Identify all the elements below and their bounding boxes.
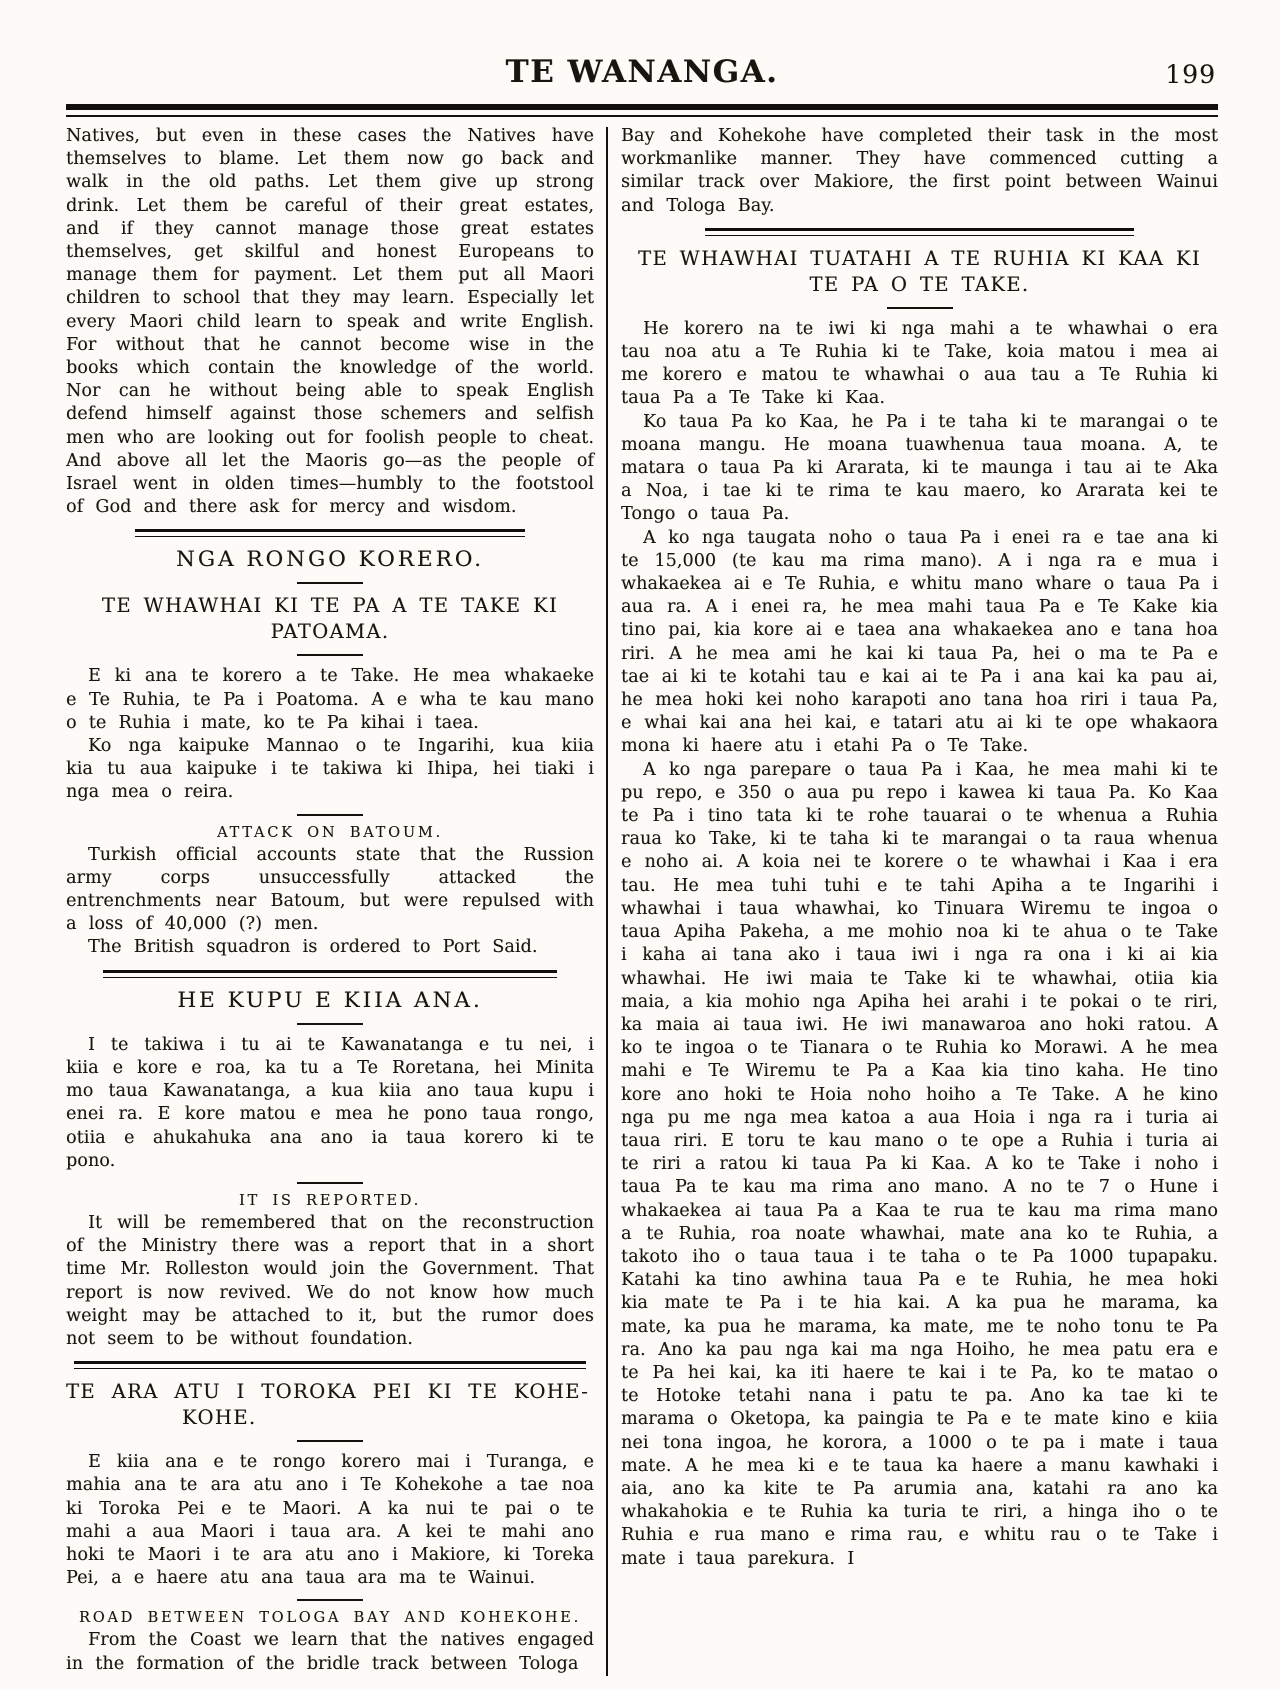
section-divider-short — [297, 814, 363, 816]
left-column — [66, 125, 594, 1676]
header-rule — [66, 104, 1218, 117]
paragraph-bay-and-kohekohe: Bay and Kohekohe have completed their task in the most workmanlike manner. They have commenced cutting a similar track over Makiore, the first point between Wainui and Tologa Bay. — [621, 126, 1218, 216]
heading-road-between-tologa: ROAD BETWEEN TOLOGA BAY AND KOHEKOHE. — [79, 1610, 581, 1627]
paragraph-natives: Natives, but even in these cases the Natives have themselves to blame. Let them now go back and walk in the old paths. Let them give up strong drink. Let them be careful of their great estates, and if they cannot manage those great estates themselves, get skilful and honest Europeans to manage them for payment. Let them put all Maori children to school that they may learn. Especially let every Maori child learn to speak and write English. For without that he cannot become wise in the books which contain the knowledge of the world. Nor can he without being able to speak English defend himself against those schemers and selfish men who are looking out for foolish people to cheat. And above all let the Maoris go—as the people of Israel went in olden times—humbly to the footstool of God and there ask for mercy and wisdom. — [66, 126, 594, 518]
section-divider-short — [297, 1440, 363, 1442]
section-divider-short — [297, 1182, 363, 1184]
section-divider-double — [705, 228, 1135, 236]
paragraph-e-ki-ana: E ki ana te korero a te Take. He mea whakaeke e Te Ruhia, te Pa i Poatoma. A e wha te kau mano o te Ruhia i mate, ko te Pa kihai i taea. — [66, 666, 594, 733]
heading-te-ara-atu: TE ARA ATU I TOROKA PEI KI TE KOHE-KOHE. — [66, 1380, 590, 1430]
page-number: 199 — [1165, 60, 1216, 89]
heading-te-whawhai-patoama: TE WHAWHAI KI TE PA A TE TAKE KI PATOAMA. — [101, 594, 559, 644]
section-divider-double — [103, 970, 557, 978]
page-columns — [66, 125, 1218, 1676]
paragraph-e-kiia-ana: E kiia ana e te rongo korero mai i Turanga, e mahia ana te ara atu ano i Te Kohekohe a tae noa ki Toroka Pei e te Maori. A ka nui te pai o te mahi a aua Maori i taua ara. A kei te mahi ano hoki te Maori i te ara atu ano i Makiore, ki Toreka Pei, a e haere atu ana taua ara ma te Wainui. — [66, 1452, 594, 1589]
paragraph-from-the-coast: From the Coast we learn that the natives engaged in the formation of the bridle track between Tologa — [66, 1630, 594, 1674]
paragraph-ko-nga-kaipuke: Ko nga kaipuke Mannao o te Ingarihi, kua kiia kia tu aua kaipuke i te takiwa ki Ihipa, hei tiaki i nga mea o reira. — [66, 736, 594, 803]
heading-te-whawhai-tuatahi: TE WHAWHAI TUATAHI A TE RUHIA KI KAA KI TE PA O TE TAKE. — [638, 246, 1201, 296]
section-divider-short — [297, 582, 363, 584]
paragraph-turkish-accounts: Turkish official accounts state that the Russion army corps unsuccessfully attacked the entrenchments near Batoum, but were repulsed with a loss of 40,000 (?) men. — [66, 844, 594, 935]
paragraph-i-te-takiwa: I te takiwa i tu ai te Kawanatanga e tu nei, i kiia e kore e roa, ka tu a Te Roretana, hei Minita mo taua Kawanatanga, a kua kiia ano taua kupu i enei ra. E kore matou e mea he pono taua rongo, otiia e ahukahuka ana ano ia taua korero ki te pono. — [66, 1034, 594, 1171]
heading-he-kupu-e-kiia-ana: HE KUPU E KIIA ANA. — [177, 987, 483, 1013]
paragraph-british-squadron: The British squadron is ordered to Port Said. — [88, 937, 538, 958]
column-divider — [606, 127, 608, 1676]
paragraph-ko-taua-pa-ko-kaa: Ko taua Pa ko Kaa, he Pa i te taha ki te marangai o te moana mangu. He moana tuawhenua taua moana. A, te matara o taua Pa ki Ararata, ki te maunga i tau ai te Aka a Noa, i tae ki te rima te kau maero, ko Ararata kei te Tongo o taua Pa. — [621, 411, 1218, 525]
heading-attack-on-batoum: ATTACK ON BATOUM. — [217, 824, 443, 841]
section-divider-short — [887, 307, 953, 309]
section-divider-short — [297, 1023, 363, 1025]
page-header — [66, 54, 1218, 98]
heading-it-is-reported: IT IS REPORTED. — [238, 1192, 422, 1209]
section-divider-short — [297, 654, 363, 656]
paragraph-it-will-be-remembered: It will be remembered that on the reconstruction of the Ministry there was a report that in a short time Mr. Rolleston would join the Government. That report is now revived. We do not know how much weight may be attached to it, but the rumor does not seem to be without foundation. — [66, 1212, 594, 1349]
section-divider-double — [135, 529, 526, 537]
section-divider-double — [74, 1361, 586, 1369]
section-divider-short — [297, 1599, 363, 1601]
right-column — [621, 125, 1218, 1676]
paragraph-a-ko-nga-tangata: A ko nga taugata noho o taua Pa i enei ra e tae ana ki te 15,000 (te kau ma rima mano). A i nga ra e mua i whakaekea ai e Te Ruhia, e whitu mano whare o taua Pa i aua ra. A i enei ra, he mea mahi taua Pa e Te Kake kia tino pai, kia kore ai e taea ana whakaekea ano e tana hoa riri. A he mea ami he kai ki taua Pa, hei o ma te Pa e tae ai ki te kotahi tau e kai ai te Pa i ana kai ka pau ai, he mea hoki kei noho karapoti ano tana hoa riri i taua Pa, e whai kai ana hei kai, e tatari atu ai ki te ope whakaora mona ki haere atu i etahi Pa o Te Take. — [621, 527, 1218, 757]
heading-nga-rongo-korero: NGA RONGO KORERO. — [176, 547, 484, 573]
paragraph-he-korero-na-te-iwi: He korero na te iwi ki nga mahi a te whawhai o era tau noa atu a Te Ruhia ki te Take, koia matou i mea ai me korero e matou te whawhai o aua tau a Te Ruhia ki taua Pa a Te Take ki Kaa. — [621, 318, 1218, 409]
page-title: TE WANANGA. — [505, 54, 779, 90]
paragraph-a-ko-nga-parepare: A ko nga parepare o taua Pa i Kaa, he mea mahi ki te pu repo, e 350 o aua pu repo i kawea ki taua Pa. Ko Kaa te Pa i tino tata ki te rohe tauarai o te whenua a Ruhia raua ko Take, ki te taha ki te marangai o ta raua whenua e noho ai. A koia nei te korere o te whawhai i Kaa i era tau. He mea tuhi tuhi e te tahi Apiha a te Ingarihi i whawhai i taua whawhai, ko Tinuara Wiremu te ingoa o taua Apiha Pakeha, a me mohio noa ki te ahua o te Take i kaha ai tana ako i taua iwi i nga ra ona i ki ai kia whawhai. He iwi maia te Take ki te whawhai, otiia kia maia, a kia mohio nga Apiha hei arahi i te pokai o te riri, ka maia ai taua iwi. He iwi manawaroa ano hoki ratou. A ko te ingoa o te Tianara o te Ruhia ko Morawi. A he mea mahi e Te Wiremu te Pa a Kaa kia tino kaha. He tino kore ano hoki te Hoia noho hoiho a Te Take. A he kino nga pu me nga mea katoa a aua Hoia i nga ra i turia ai taua riri. E toru te kau mano o te ope a Ruhia i turia ai te riri a ratou ki taua Pa ki Kaa. A ko te Take i noho i taua Pa te kau ma rima ano mano. A no te 7 o Hune i whakaekea ai taua Pa a Kaa te rua te kau ma rima mano a te Ruhia, roa noate whawhai, mate ana ko te Ruhia, a takoto iho o taua taua i te taha o te Pa 1000 tupapaku. Katahi ka tino awhina taua Pa e te Ruhia, he mea hoki kia mate te Pa i te hia kai. A ka pua he marama, ka mate, ka pua he marama, ka mate, me te noho tonu te Pa ra. Ano ka pau nga kai ma nga Hoiho, he mea patu era e te Pa hei kai, ka iti haere te kai i te Pa, ko te matao o te Hotoke tetahi nana i patu te pa. Ano ka tae ki te marama o Oketopa, ka paingia te Pa e te mate kino e kiia nei tona ingoa, he korora, a 1000 o te pa i mate i taua mate. A he mea ki e te taua ka haere a manu kawhaki i aia, ano ka kite te Pa arumia ana, katahi ra ano ka whakahokia e te Ruhia ka turia te riri, a hinga iho o te Ruhia e rua mano e rima rau, e whitu rau o te Take i mate i taua parekura. I — [621, 759, 1218, 1569]
